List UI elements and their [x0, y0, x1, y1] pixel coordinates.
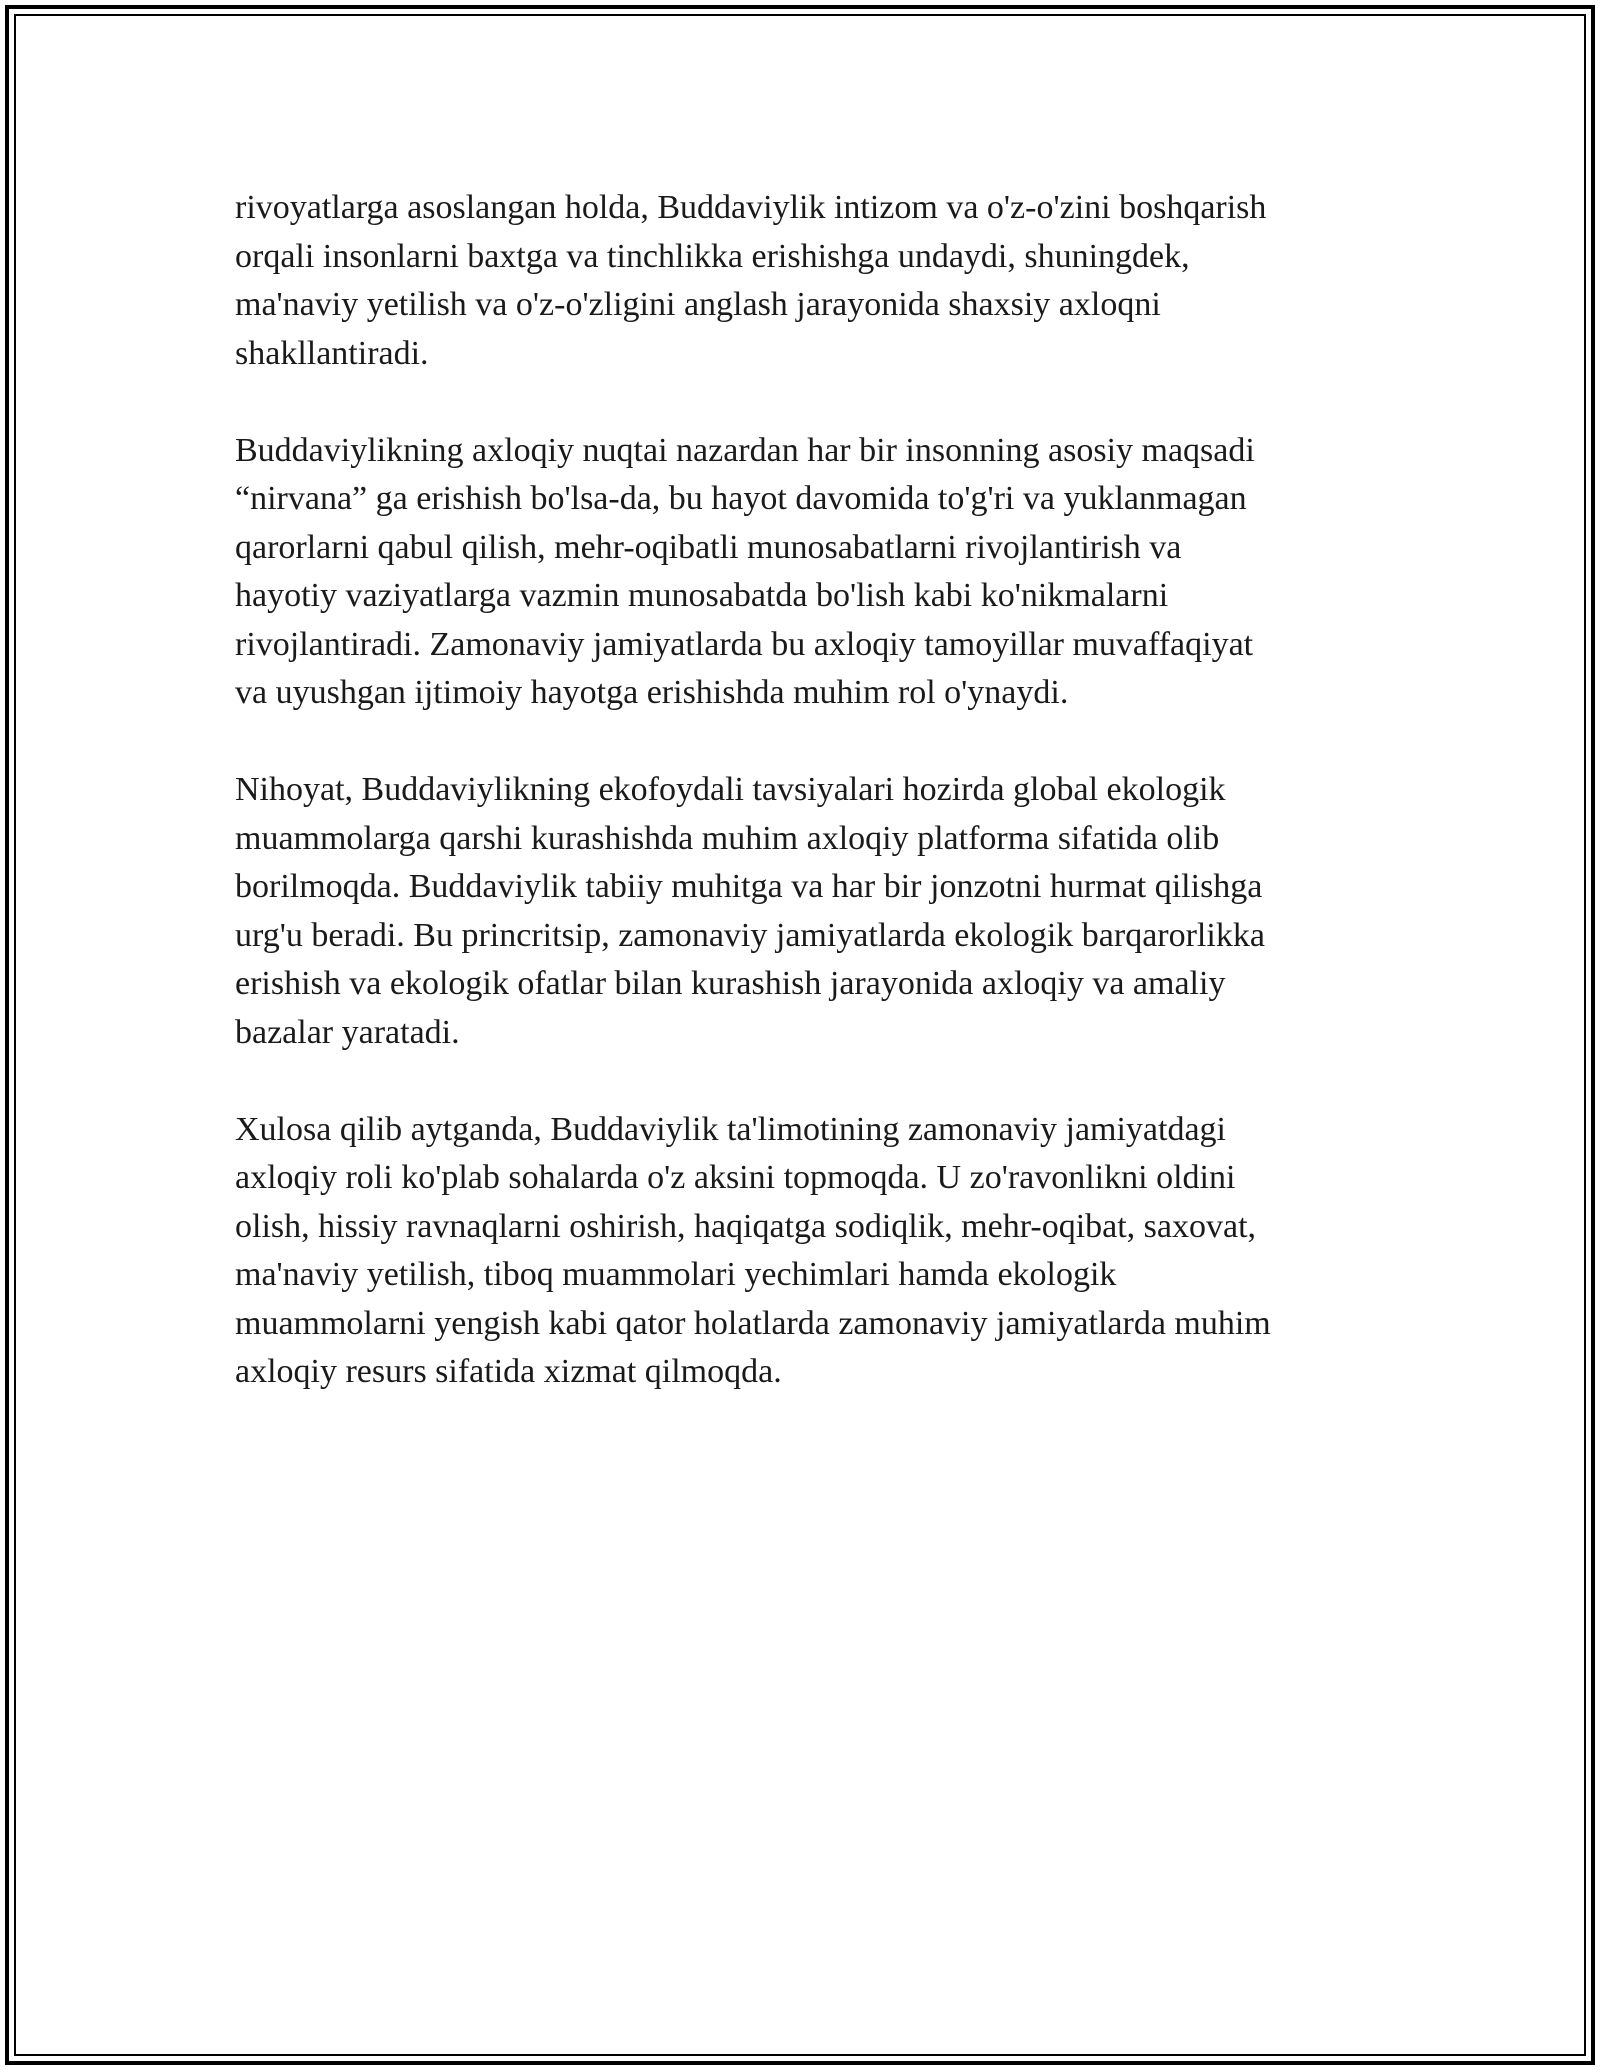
paragraph-line: ma'naviy yetilish va o'z-o'zligini anglash jarayonida shaxsiy axloqni: [235, 286, 1161, 323]
paragraph-line: axloqiy roli ko'plab sohalarda o'z aksini topmoqda. U zo'ravonlikni oldini: [235, 1159, 1236, 1196]
paragraph-line: Nihoyat, Buddaviylikning ekofoydali tavsiyalari hozirda global ekologik: [235, 771, 1226, 808]
paragraph-line: urg'u beradi. Bu princritsip, zamonaviy jamiyatlarda ekologik barqarorlikka: [235, 916, 1265, 954]
document-body: [235, 184, 1365, 1445]
paragraph-line: muammolarni yengish kabi qator holatlarda zamonaviy jamiyatlarda muhim: [235, 1304, 1271, 1342]
paragraph-line: olish, hissiy ravnaqlarni oshirish, haqiqatga sodiqlik, mehr-oqibat, saxovat,: [235, 1207, 1257, 1245]
paragraph-line: bazalar yaratadi.: [235, 1013, 460, 1051]
paragraph-line: ma'naviy yetilish, tiboq muammolari yechimlari hamda ekologik: [235, 1256, 1117, 1293]
paragraph-line: rivoyatlarga asoslangan holda, Buddaviylik intizom va o'z-o'zini boshqarish: [235, 189, 1267, 226]
paragraph-line: Buddaviylikning axloqiy nuqtai nazardan har bir insonning asosiy maqsadi: [235, 431, 1255, 469]
paragraph-line: erishish va ekologik ofatlar bilan kurashish jarayonida axloqiy va amaliy: [235, 965, 1226, 1002]
paragraph-line: Xulosa qilib aytganda, Buddaviylik ta'limotining zamonaviy jamiyatdagi: [235, 1110, 1226, 1148]
paragraph-line: axloqiy resurs sifatida xizmat qilmoqda.: [235, 1353, 782, 1390]
paragraph-3: [235, 766, 1365, 1057]
paragraph-4: [235, 1106, 1365, 1397]
paragraph-2: [235, 427, 1365, 718]
paragraph-1: [235, 184, 1365, 378]
paragraph-line: rivojlantiradi. Zamonaviy jamiyatlarda bu axloqiy tamoyillar muvaffaqiyat: [235, 625, 1254, 663]
paragraph-line: “nirvana” ga erishish bo'lsa-da, bu hayot davomida to'g'ri va yuklanmagan: [235, 480, 1247, 517]
paragraph-line: borilmoqda. Buddaviylik tabiiy muhitga va har bir jonzotni hurmat qilishga: [235, 868, 1263, 905]
paragraph-line: shakllantiradi.: [235, 334, 429, 372]
paragraph-line: qarorlarni qabul qilish, mehr-oqibatli munosabatlarni rivojlantirish va: [235, 528, 1182, 566]
paragraph-line: hayotiy vaziyatlarga vazmin munosabatda bo'lish kabi ko'nikmalarni: [235, 577, 1169, 614]
paragraph-line: orqali insonlarni baxtga va tinchlikka erishishga undaydi, shuningdek,: [235, 237, 1190, 275]
paragraph-line: va uyushgan ijtimoiy hayotga erishishda muhim rol o'ynaydi.: [235, 674, 1069, 711]
paragraph-line: muammolarga qarshi kurashishda muhim axloqiy platforma sifatida olib: [235, 819, 1220, 857]
